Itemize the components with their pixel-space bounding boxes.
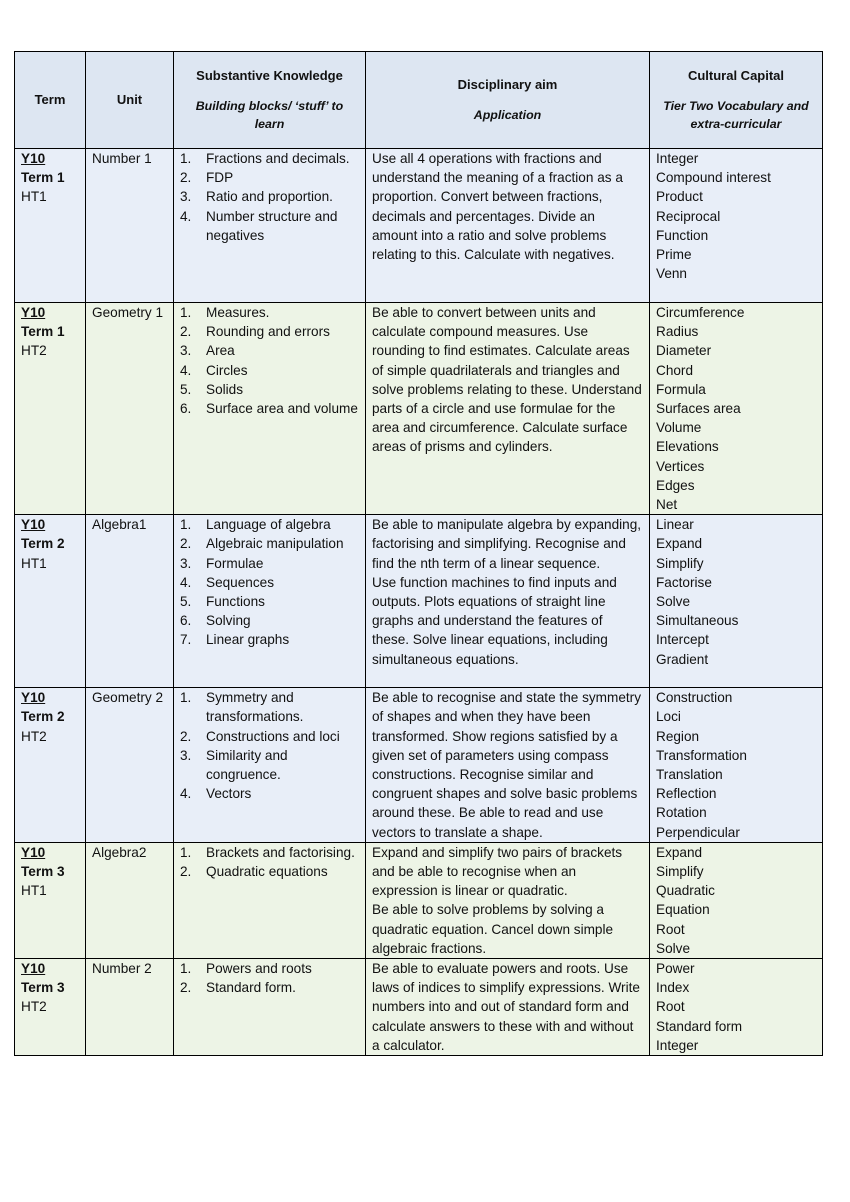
- vocab-cell: [650, 959, 823, 1056]
- list-item: 3. Area: [180, 343, 235, 359]
- knowledge-subtitle: Building blocks/ ‘stuff’ to learn: [195, 99, 344, 131]
- vocab-word: Intercept: [656, 632, 709, 648]
- aim-title: Disciplinary aim: [457, 77, 558, 92]
- vocab-word: Volume: [656, 420, 702, 436]
- list-item: 4. Number structure and negatives: [180, 208, 338, 243]
- knowledge-title: Substantive Knowledge: [196, 68, 343, 83]
- capital-subtitle: Tier Two Vocabulary and extra-curricular: [663, 99, 809, 131]
- knowledge-cell: [174, 688, 366, 843]
- curriculum-table: [14, 51, 823, 1056]
- year-label: Y10: [21, 690, 46, 706]
- vocab-word: Radius: [656, 324, 699, 340]
- list-item: 1. Brackets and factorising.: [180, 844, 355, 860]
- table-row: [15, 303, 823, 515]
- knowledge-cell: [174, 149, 366, 303]
- list-item: 2. Rounding and errors: [180, 324, 330, 340]
- list-item: 6. Solving: [180, 613, 251, 629]
- list-item: 5. Functions: [180, 594, 265, 610]
- vocab-word: Product: [656, 189, 703, 205]
- list-item: 1. Symmetry and transformations.: [180, 690, 304, 725]
- vocab-word: Simplify: [656, 864, 704, 880]
- vocab-word: Circumference: [656, 305, 745, 320]
- term-cell: [15, 515, 86, 688]
- aim-cell: Be able to evaluate powers and roots. Use laws of indices to simplify expressions. Write numbers into and out of standard form and calculate answers to these with and without a calculator.: [366, 959, 650, 1056]
- list-item: 3. Similarity and congruence.: [180, 747, 288, 783]
- aim-cell: Be able to recognise and state the symmetry of shapes and when they have been transformed. Show regions satisfied by a given set of parameters using compass constructions. Recognise similar and congruent shapes and solve basic problems around these. Be able to read and use vectors to translate a shape.: [366, 688, 650, 843]
- header-term: Term: [15, 52, 86, 149]
- table-row: [15, 149, 823, 303]
- vocab-word: Vertices: [656, 458, 705, 474]
- header-capital: [650, 52, 823, 149]
- list-item: 3. Formulae: [180, 555, 264, 571]
- vocab-word: Rotation: [656, 805, 707, 821]
- knowledge-cell: [174, 303, 366, 515]
- half-term-label: HT1: [21, 883, 47, 899]
- list-item: 4. Sequences: [180, 574, 275, 590]
- unit-cell: Algebra2: [86, 842, 174, 958]
- vocab-word: Region: [656, 728, 700, 744]
- term-label: Term 2: [21, 709, 65, 725]
- term-label: Term 1: [21, 170, 65, 186]
- vocab-word: Loci: [656, 709, 681, 725]
- list-item: 6. Surface area and volume: [180, 401, 358, 417]
- vocab-word: Function: [656, 227, 709, 243]
- vocab-word: Quadratic: [656, 883, 715, 899]
- vocab-word: Power: [656, 961, 695, 977]
- half-term-label: HT2: [21, 728, 47, 744]
- vocab-word: Integer: [656, 1037, 699, 1053]
- unit-cell: Number 2: [86, 959, 174, 1056]
- list-item: 2. Quadratic equations: [180, 864, 328, 880]
- vocab-word: Expand: [656, 844, 703, 860]
- year-label: Y10: [21, 844, 46, 860]
- vocab-word: Linear: [656, 517, 694, 533]
- term-cell: [15, 688, 86, 843]
- vocab-word: Perpendicular: [656, 824, 740, 840]
- vocab-word: Solve: [656, 940, 691, 956]
- list-item: 5. Solids: [180, 381, 244, 397]
- knowledge-cell: [174, 959, 366, 1056]
- aim-text: Be able to solve problems by solving a quadratic equation. Cancel down simple algebraic fractions.: [372, 902, 614, 956]
- list-item: 2. FDP: [180, 170, 234, 186]
- vocab-word: Edges: [656, 477, 695, 493]
- unit-cell: Number 1: [86, 149, 174, 303]
- year-label: Y10: [21, 961, 46, 977]
- term-cell: [15, 303, 86, 515]
- vocab-word: Index: [656, 980, 690, 996]
- header-knowledge: [174, 52, 366, 149]
- vocab-cell: [650, 842, 823, 958]
- list-item: 1. Language of algebra: [180, 517, 331, 533]
- vocab-word: Simultaneous: [656, 613, 739, 629]
- vocab-word: Solve: [656, 594, 691, 610]
- list-item: 1. Fractions and decimals.: [180, 151, 350, 166]
- aim-text: Expand and simplify two pairs of brackets and be able to recognise when an expression is linear or quadratic.: [372, 844, 623, 899]
- list-item: 4. Circles: [180, 362, 248, 378]
- table-row: [15, 959, 823, 1056]
- term-cell: [15, 149, 86, 303]
- vocab-word: Net: [656, 497, 678, 513]
- term-label: Term 3: [21, 864, 65, 880]
- term-label: Term 3: [21, 980, 65, 996]
- vocab-word: Gradient: [656, 651, 709, 667]
- vocab-cell: [650, 303, 823, 515]
- list-item: 2. Standard form.: [180, 980, 296, 996]
- vocab-word: Factorise: [656, 574, 712, 590]
- vocab-word: Compound interest: [656, 170, 771, 186]
- vocab-word: Root: [656, 999, 685, 1015]
- capital-title: Cultural Capital: [687, 68, 785, 83]
- unit-cell: Algebra1: [86, 515, 174, 688]
- vocab-word: Expand: [656, 536, 703, 552]
- term-cell: [15, 842, 86, 958]
- list-item: 2. Constructions and loci: [180, 728, 340, 744]
- year-label: Y10: [21, 151, 46, 166]
- header-aim: [366, 52, 650, 149]
- vocab-word: Chord: [656, 362, 694, 378]
- term-cell: [15, 959, 86, 1056]
- vocab-word: Equation: [656, 902, 710, 918]
- unit-cell: Geometry 2: [86, 688, 174, 843]
- vocab-word: Prime: [656, 247, 692, 263]
- knowledge-cell: [174, 842, 366, 958]
- aim-text: Use function machines to find inputs and outputs. Plots equations of straight line graphs and understand the features of these. Solve linear equations, including simultaneous equations.: [372, 574, 617, 667]
- vocab-word: Root: [656, 921, 685, 937]
- list-item: 7. Linear graphs: [180, 632, 290, 648]
- knowledge-cell: [174, 515, 366, 688]
- vocab-word: Formula: [656, 381, 706, 397]
- vocab-word: Venn: [656, 266, 687, 282]
- header-row: [15, 52, 823, 149]
- aim-cell: Use all 4 operations with fractions and understand the meaning of a fraction as a proportion. Convert between fractions, decimals and percentages. Divide an amount into a ratio and solve problems relating to this. Calculate with negatives.: [366, 149, 650, 303]
- table-row: [15, 515, 823, 688]
- aim-text: Be able to manipulate algebra by expanding, factorising and simplifying. Recognise and find the nth term of a linear sequence.: [372, 517, 642, 571]
- list-item: 3. Ratio and proportion.: [180, 189, 333, 205]
- vocab-word: Diameter: [656, 343, 712, 359]
- half-term-label: HT2: [21, 999, 47, 1015]
- header-unit: Unit: [86, 52, 174, 149]
- table-row: [15, 688, 823, 843]
- vocab-word: Construction: [656, 690, 733, 706]
- year-label: Y10: [21, 517, 46, 533]
- vocab-word: Elevations: [656, 439, 719, 455]
- aim-subtitle: Application: [473, 108, 542, 122]
- vocab-word: Standard form: [656, 1018, 743, 1034]
- vocab-word: Reflection: [656, 786, 717, 802]
- term-label: Term 1: [21, 324, 65, 340]
- vocab-word: Translation: [656, 767, 723, 783]
- list-item: 1. Powers and roots: [180, 961, 312, 977]
- vocab-word: Integer: [656, 151, 699, 166]
- unit-cell: Geometry 1: [86, 303, 174, 515]
- vocab-cell: [650, 149, 823, 303]
- list-item: 4. Vectors: [180, 786, 252, 802]
- half-term-label: HT1: [21, 189, 47, 205]
- half-term-label: HT1: [21, 555, 47, 571]
- table-row: [15, 842, 823, 958]
- half-term-label: HT2: [21, 343, 47, 359]
- aim-cell: [366, 515, 650, 688]
- vocab-word: Surfaces area: [656, 401, 741, 417]
- vocab-word: Reciprocal: [656, 208, 721, 224]
- list-item: 2. Algebraic manipulation: [180, 536, 344, 552]
- vocab-word: Simplify: [656, 555, 704, 571]
- aim-cell: Be able to convert between units and calculate compound measures. Use rounding to find estimates. Calculate areas of simple quadrilaterals and triangles and solve problems relating to these. Understand parts of a circle and use formulae for the area and circumference. Calculate surface areas of prisms and cylinders.: [366, 303, 650, 515]
- vocab-cell: [650, 688, 823, 843]
- vocab-cell: [650, 515, 823, 688]
- term-label: Term 2: [21, 536, 65, 552]
- year-label: Y10: [21, 305, 46, 320]
- vocab-word: Transformation: [656, 747, 747, 763]
- aim-cell: [366, 842, 650, 958]
- list-item: 1. Measures.: [180, 305, 270, 320]
